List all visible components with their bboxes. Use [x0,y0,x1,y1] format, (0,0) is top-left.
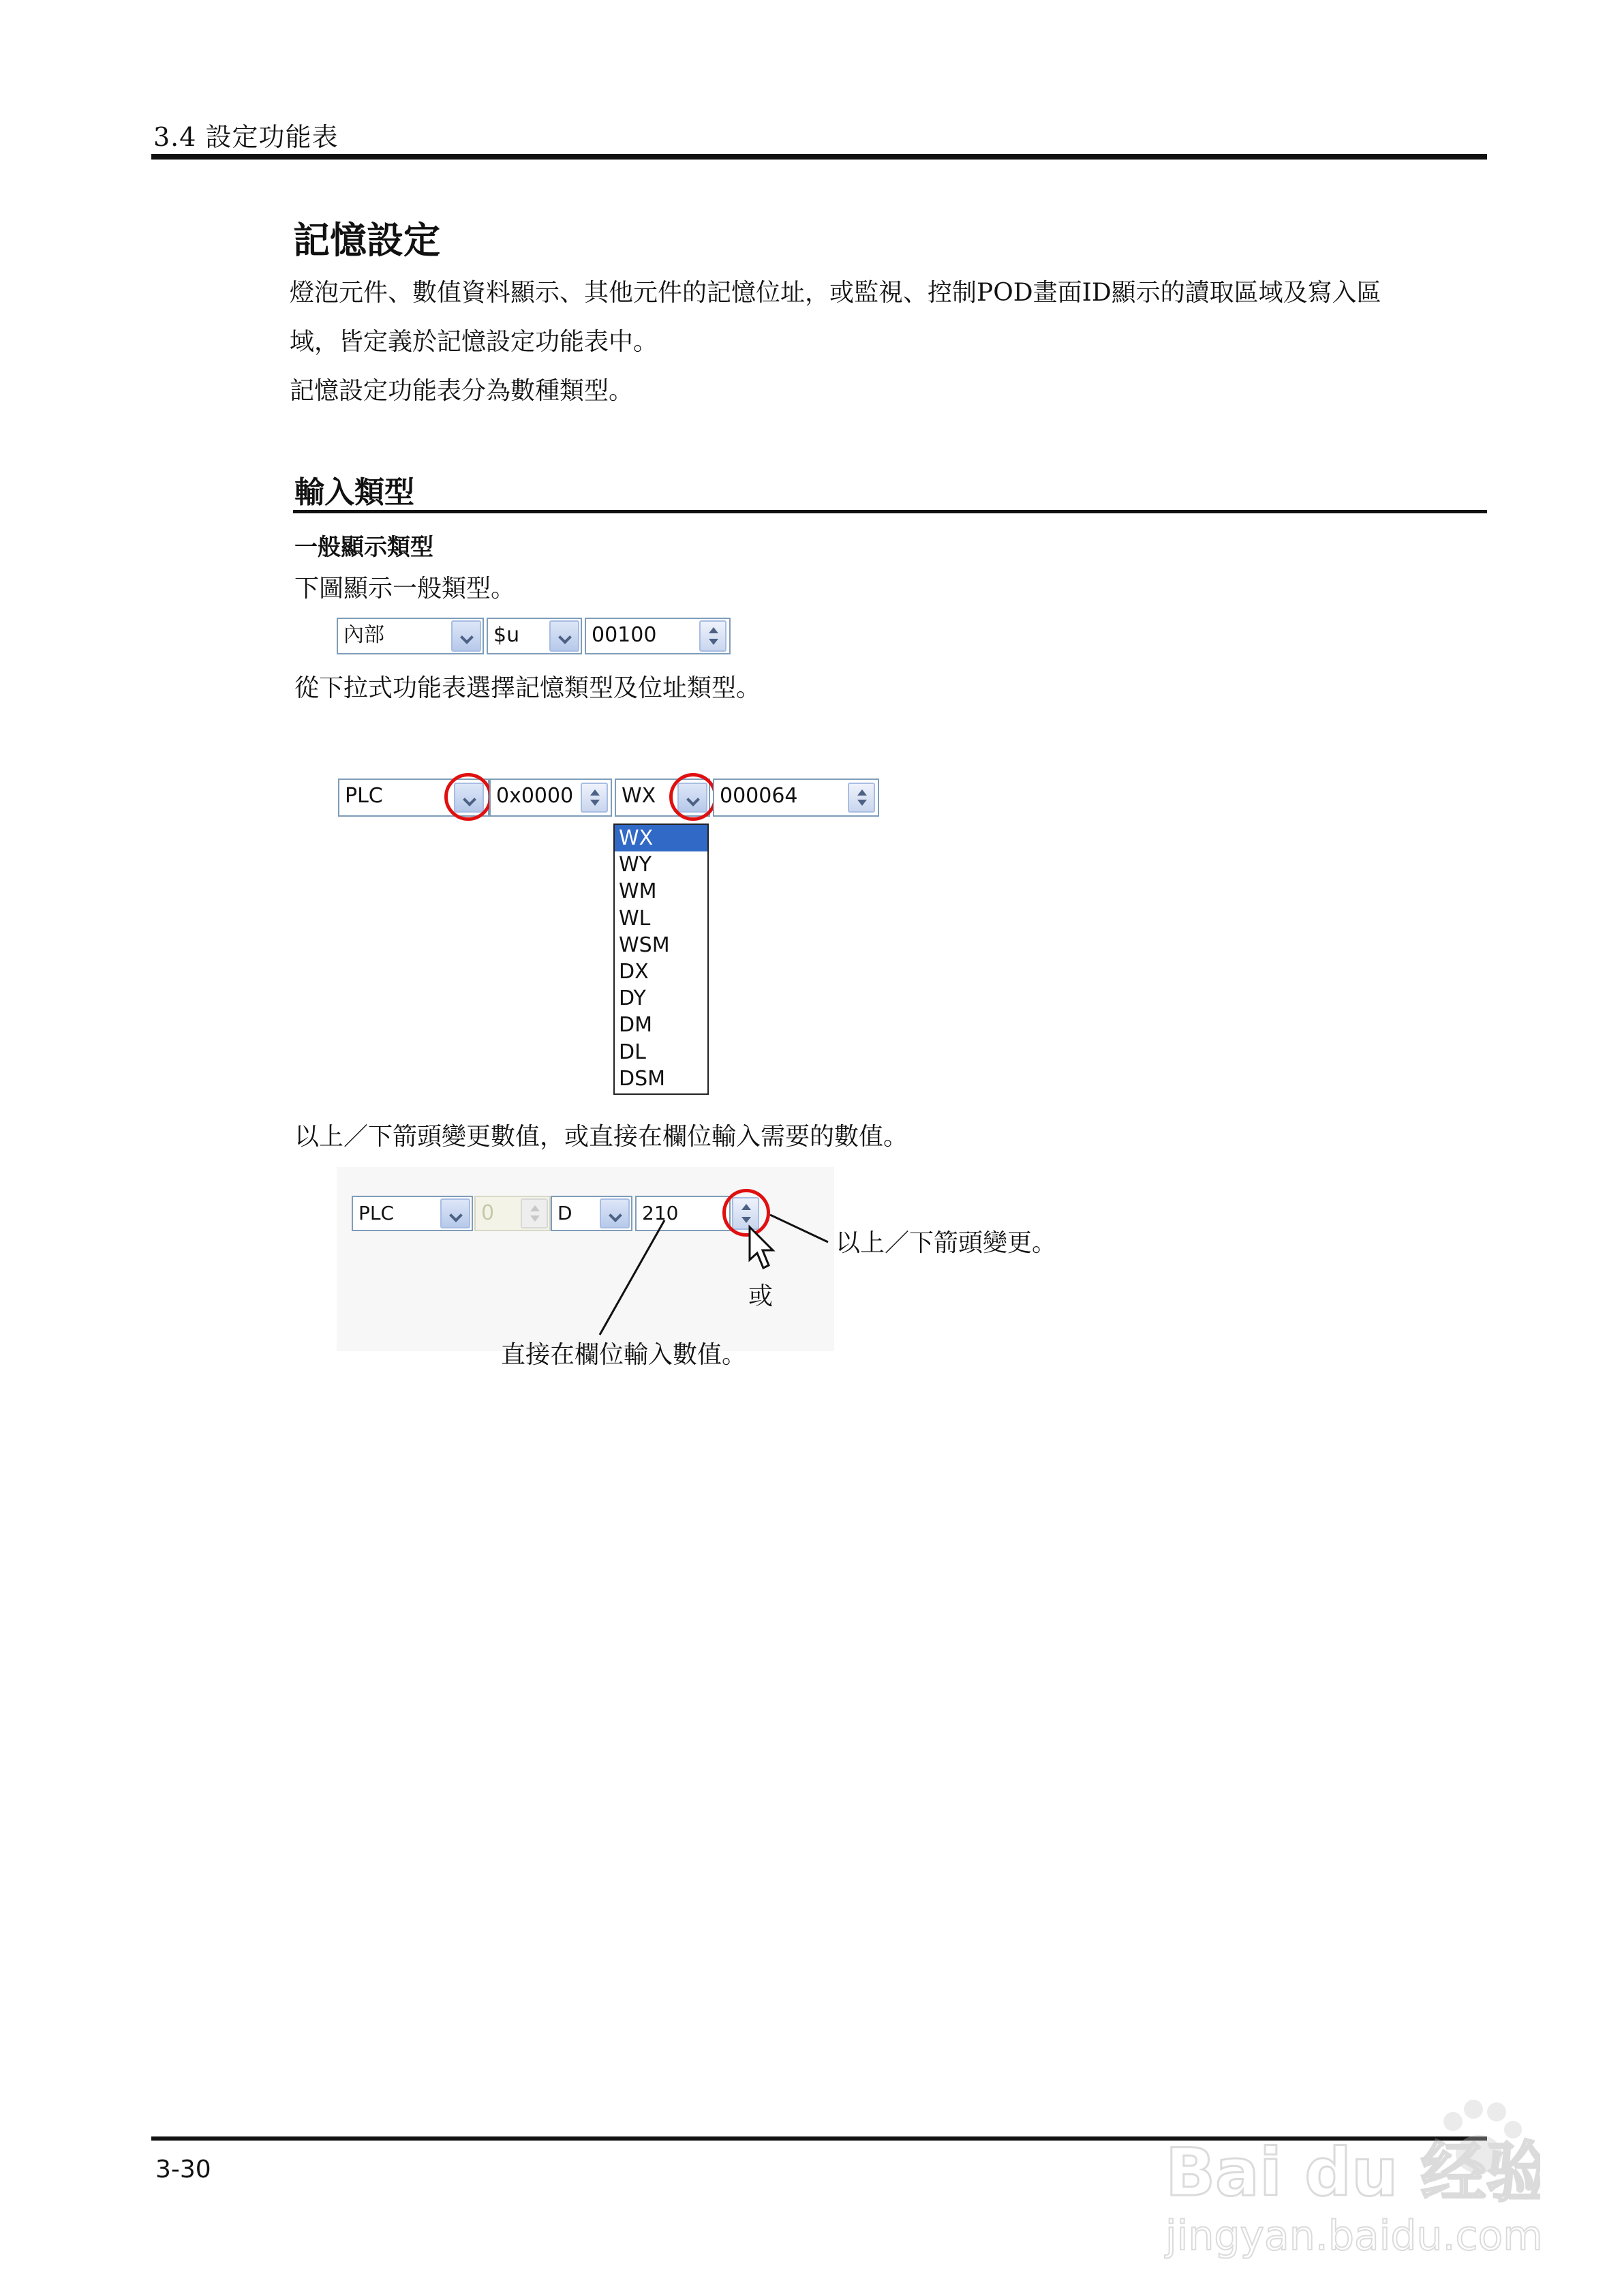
svg-text:Bai du 经验: Bai du 经验 [1165,2134,1540,2211]
station-input[interactable]: 0x0000 [489,779,612,817]
device-select[interactable]: PLC [338,779,489,817]
type-select[interactable]: $u [487,618,582,654]
running-header: 3.4 設定功能表 [153,122,339,152]
dropdown-option[interactable]: DSM [619,1066,666,1091]
intro-line-3: 記憶設定功能表分為數種類型。 [290,377,634,405]
page-title: 記憶設定 [293,219,440,262]
address-input[interactable]: 210 [635,1196,731,1231]
intro-line-2: 域，皆定義於記憶設定功能表中。 [290,328,658,356]
address-input[interactable]: 000064 [713,779,879,817]
page-number: 3-30 [155,2156,211,2184]
address-input[interactable]: 00100 [585,618,731,654]
memory-select[interactable]: 內部 [337,618,484,654]
callout-line-arrow [770,1215,828,1242]
subsection-title: 一般顯示類型 [294,534,433,561]
dropdown-option[interactable]: WL [619,906,651,931]
dropdown-option[interactable]: DX [619,959,649,984]
dropdown-option[interactable]: WX [615,825,707,851]
baidu-watermark-logo [1159,2059,1540,2263]
callout-line-direct [600,1220,664,1335]
dropdown-option[interactable]: WM [619,879,657,904]
fig2-caption: 從下拉式功能表選擇記憶類型及位址類型。 [294,674,761,702]
dropdown-option[interactable]: WY [619,853,652,877]
station-input-disabled: 0 [474,1196,551,1231]
dropdown-option[interactable]: DL [619,1040,646,1064]
callout-or-text: 或 [748,1282,774,1310]
fig1-caption: 下圖顯示一般類型。 [294,575,516,603]
callout-arrow-text: 以上／下箭頭變更。 [836,1229,1057,1257]
svg-text:jingyan.baidu.com: jingyan.baidu.com [1165,2212,1540,2260]
type-select[interactable]: D [551,1196,632,1231]
mouse-cursor-icon [750,1227,773,1268]
dropdown-option[interactable]: DY [619,986,646,1011]
fig3-caption: 以上／下箭頭變更數值，或直接在欄位輸入需要的數值。 [294,1123,908,1151]
paw-icon [1159,2059,1540,2263]
dropdown-option[interactable]: WSM [619,933,670,957]
type-select[interactable]: WX [615,779,710,817]
dropdown-option[interactable]: DM [619,1013,652,1038]
callout-direct-text: 直接在欄位輸入數值。 [501,1341,747,1369]
intro-line-1: 燈泡元件、數值資料顯示、其他元件的記憶位址，或監視、控制POD畫面ID顯示的讀取區域及寫入區 [290,279,1381,307]
section-title: 輸入類型 [294,475,414,510]
device-select[interactable]: PLC [352,1196,473,1231]
